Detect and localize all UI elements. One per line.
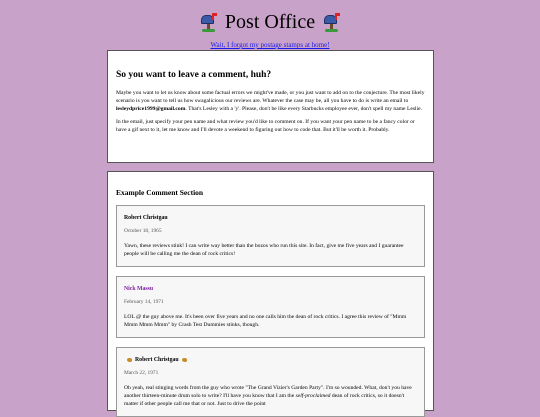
comment	[116, 205, 425, 267]
intro-paragraph-1	[116, 89, 425, 113]
comment	[116, 347, 425, 417]
postage-stamps-link[interactable]: Wait, I forgot my postage stamps at home!	[210, 41, 330, 49]
page-header	[0, 0, 540, 52]
comment-author-row	[124, 357, 417, 363]
comment-text-part: Oh yeah, real stinging words from the guy who wrote "The Grand Vizier's Garden Party". I'm so wounded. What, don't you have another thirteen-minute drum solo to write? I'll have you know that I am the	[124, 385, 412, 399]
comment-date: February 14, 1971	[124, 299, 164, 305]
bird-icon	[182, 358, 187, 362]
mailbox-icon	[323, 13, 340, 32]
comment-text-emphasis: self-proclaimed	[295, 393, 331, 399]
bird-icon	[127, 358, 132, 362]
comment-text	[124, 384, 417, 408]
intro-text: . That's Lesley with a 'y'. Please, don't be like every Starbucks employee ever, don't spell my name Leslie.	[185, 106, 423, 112]
comment-author: Robert Christgau	[135, 357, 179, 363]
intro-text: Maybe you want to let us know about some factual errors we might've made, or you just want to add on to the conjecture. The most likely scenario is you want to tell us how swagalicious our reviews are. Whatever the case may be, all you have to do is write an email to	[116, 90, 425, 104]
page-title: Post Office	[224, 11, 316, 33]
comment-text: Yawn, these reviews stink! I can write way better than the bozos who run this site. In fact, give me five years and I guarantee people will be calling me the dean of rock critics!	[124, 243, 404, 257]
comment	[116, 276, 425, 338]
comment-text: LOL @ the guy above me. It's been over five years and no one calls him the dean of rock critics. I agree this review of "Mmm Mmm Mmm Mmm" by Crash Test Dummies stinks, though.	[124, 314, 407, 328]
intro-heading: So you want to leave a comment, huh?	[116, 70, 272, 80]
comment-date: March 22, 1971	[124, 370, 159, 376]
examples-heading: Example Comment Section	[116, 188, 204, 197]
contact-email: lesleydprice1999@gmail.com	[116, 106, 186, 112]
intro-card	[107, 50, 434, 163]
example-comments-card	[107, 171, 434, 411]
comment-author: Robert Christgau	[124, 215, 168, 221]
comment-author: Nick Massu	[124, 286, 154, 292]
comment-text-part: dean of rock critics, so it doesn't matter if other people call me that or not. Just to drive the point	[124, 393, 405, 407]
intro-paragraph-2: In the email, just specify your pen name and what review you'd like to comment on. If you want your pen name to be a fancy color or have a gif next to it, let me know and I'll devote a weekend to figuring out how to code that. But it'll be worth it. Probably.	[116, 119, 415, 133]
title-row	[0, 10, 540, 34]
mailbox-icon	[200, 13, 217, 32]
comment-date: October 18, 1965	[124, 228, 162, 234]
